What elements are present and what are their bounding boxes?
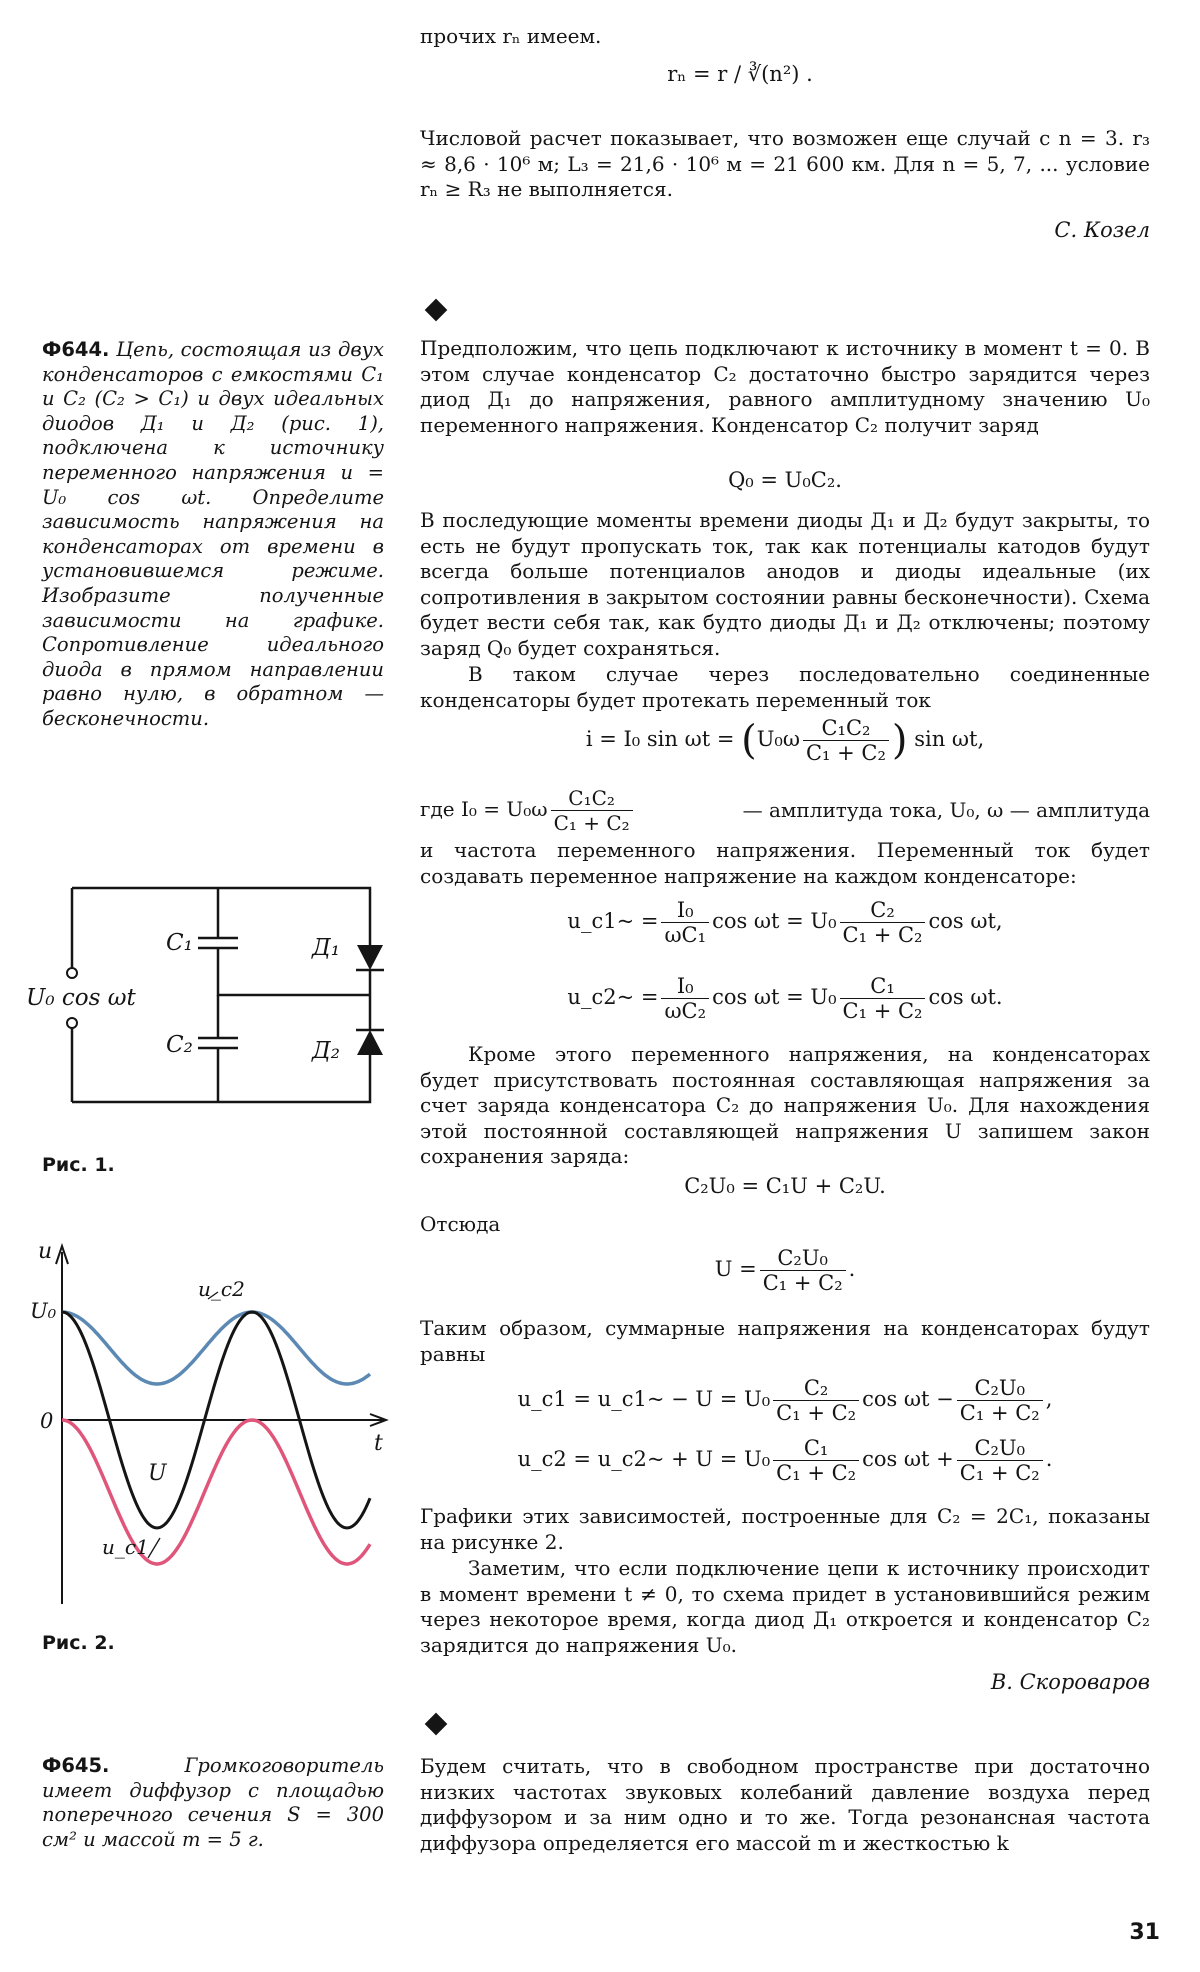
s1-frac1 [773,1376,859,1425]
s2-mid: cos ωt + [862,1447,954,1471]
voltage-graph [20,1238,390,1610]
label-uc1: u_c1 [102,1535,149,1559]
s1-n2: C₂U₀ [957,1376,1043,1401]
uc2ac-mid: cos ωt = U₀ [712,985,837,1009]
sol-p8: Графики этих зависимостей, построенные для C₂ = 2C₁, показаны на рисунке 2. [420,1504,1150,1554]
section-diamond-2 [425,1713,448,1736]
formula-q0: Q₀ = U₀C₂. [728,468,842,492]
label-c2: C₂ [166,1032,193,1058]
sol-p1: Предположим, что цепь подключают к источнику в момент t = 0. В этом случае конденсатор C₂ достаточно быстро зарядится через диод Д₁ до напряжения, равного амплитудному значению U₀ переменного напряжения. Конденсатор C₂ получит заряд [420,336,1150,437]
sol-p7: Таким образом, суммарные напряжения на конденсаторах будут равны [420,1316,1150,1366]
fU-end: . [848,1257,856,1281]
s1-left: u_c1 = u_c1~ − U = U₀ [517,1387,771,1411]
formula-charge: C₂U₀ = C₁U + C₂U. [684,1174,886,1198]
label-d2: Д₂ [312,1038,340,1064]
section-diamond [425,299,448,322]
s2-n2: C₂U₀ [957,1436,1043,1461]
p4-frac [551,786,633,835]
sol-p5: Кроме этого переменного напряжения, на конденсаторах будет присутствовать постоянная составляющая напряжения за счет заряда конденсатора C₂ до напряжения U₀. Для нахождения этой постоянной составляющей напряжения U запишем закон сохранения заряда: [420,1042,1150,1168]
fi-right: sin ωt, [914,727,985,751]
s1-d: C₁ + C₂ [776,1401,857,1425]
s2-d: C₁ + C₂ [776,1461,857,1485]
problem-644 [42,338,384,732]
uc2ac-end: cos ωt. [928,985,1003,1009]
axis-t-label: t [374,1431,383,1456]
label-uc2: u_c2 [198,1277,245,1301]
signature-kozel: С. Козел [1054,218,1150,242]
terminal-bottom [67,1018,77,1028]
uc2ac-frac2 [840,974,926,1023]
sol-p4-line [420,786,1150,835]
source-label: U₀ cos ωt [26,985,136,1011]
formula-uc2-ac [420,974,1150,1023]
s2-end: . [1045,1447,1053,1471]
s1-mid: cos ωt − [862,1387,954,1411]
p4-end: — амплитуда тока, U₀, ω — амплитуда [742,797,1150,822]
p4-den: C₁ + C₂ [553,811,630,835]
sol-p2: В последующие моменты времени диоды Д₁ и Д₂ будут закрыты, то есть не будут пропускать ток, так как потенциалы катодов будут всегда больше потенциалов анодов и диоды идеальные (их сопротивления в закрытом состоянии равны бесконечности). Схема будет вести себя так, как будто диоды Д₁ и Д₂ отключены; поэтому заряд Q₀ будет сохраняться. [420,508,1150,660]
s2-n: C₁ [773,1436,859,1461]
uc2ac-d2: C₁ + C₂ [842,999,923,1023]
top-paragraph: Числовой расчет показывает, что возможен еще случай с n = 3. r₃ ≈ 8,6 · 10⁶ м; L₃ = 21,6 · 10⁶ м = 21 600 км. Для n = 5, 7, ... условие rₙ ≥ R₃ не выполняется. [420,126,1150,201]
fig1-caption: Рис. 1. [42,1154,115,1176]
label-c1: C₁ [166,930,193,956]
formula-uc1-ac [420,898,1150,947]
uc1ac-n2: C₂ [840,898,926,923]
label-U: U [148,1461,167,1486]
uc1ac-end: cos ωt, [928,909,1003,933]
fU-left: U = [714,1257,757,1281]
page-number: 31 [1129,1920,1160,1945]
diode-d2-triangle [357,1030,383,1055]
problem-644-label: Ф644. [42,338,110,361]
fU-den: C₁ + C₂ [762,1271,843,1295]
s1-frac2 [957,1376,1043,1425]
formula-sum-uc2 [420,1436,1150,1485]
s2-left: u_c2 = u_c2~ + U = U₀ [517,1447,771,1471]
uc2ac-frac1 [661,974,709,1023]
formula-rn [620,62,860,86]
sol645-p1: Будем считать, что в свободном пространстве при достаточно низких частотах звуковых колебаний давление воздуха перед диффузором и за ним одно и то же. Тогда резонансная частота диффузора определяется его массой m и жесткостью k [420,1754,1150,1855]
fi-frac [803,716,889,765]
uc1ac-left: u_c1~ = [567,909,659,933]
formula-current [420,716,1150,765]
p4-num: C₁C₂ [551,786,633,811]
sol-p6: Отсюда [420,1212,501,1236]
fi-left: i = I₀ sin ωt = [585,727,735,751]
sol-p3: В таком случае через последовательно соединенные конденсаторы будет протекать переменный ток [420,662,1150,712]
capacitor-c2-plates [198,1038,238,1048]
fi-paren-close: ) [891,717,908,764]
curve-uc2 [62,1312,370,1384]
s1-n: C₂ [773,1376,859,1401]
uc2ac-n1: I₀ [661,974,709,999]
problem-644-text: Цепь, состоящая из двух конденсаторов с емкостями C₁ и C₂ (C₂ > C₁) и двух идеальных диодов Д₁ и Д₂ (рис. 1), подключена к источнику переменного напряжения u = U₀ cos ωt. Определите зависимость напряжения на конденсаторах от времени в установившемся режиме. Изобразите полученные зависимости на графике. Сопротивление идеального диода в прямом направлении равно нулю, в обратном — бесконечности. [42,338,384,730]
uc1ac-frac2 [840,898,926,947]
s1-end: , [1045,1387,1053,1411]
axis-u-label: u [38,1239,53,1264]
fi-paren-open: ( [741,717,757,764]
s2-frac2 [957,1436,1043,1485]
p4-start: где I₀ = U₀ω [420,797,548,821]
s1-d2: C₁ + C₂ [959,1401,1040,1425]
uc2ac-left: u_c2~ = [567,985,659,1009]
uc2ac-d1: ωC₂ [664,999,707,1023]
formula-rn-text: rₙ = r / ∛(n²) . [667,62,813,86]
uc1ac-d2: C₁ + C₂ [842,923,923,947]
formula-U [420,1246,1150,1295]
problem-645-text: Громкоговоритель имеет диффузор с площадью поперечного сечения S = 300 см² и массой m = 5 г. [42,1754,384,1851]
top-line: прочих rₙ имеем. [420,24,602,48]
uc2ac-n2: C₁ [840,974,926,999]
fi-num: C₁C₂ [803,716,889,741]
label-d1: Д₁ [312,935,340,961]
sol-p4-cont: и частота переменного напряжения. Переменный ток будет создавать переменное напряжение на каждом конденсаторе: [420,838,1150,888]
sol-p9: Заметим, что если подключение цепи к источнику происходит в момент времени t ≠ 0, то схема придет в установившийся режим через некоторое время, когда диод Д₁ откроется и конденсатор C₂ зарядится до напряжения U₀. [420,1556,1150,1657]
uc1ac-frac1 [661,898,709,947]
fig2-caption: Рис. 2. [42,1632,115,1654]
s2-frac1 [773,1436,859,1485]
uc1ac-mid: cos ωt = U₀ [712,909,837,933]
circuit-diagram [20,880,390,1110]
wire-c1 [218,888,370,995]
capacitor-c1-plates [198,938,238,948]
uc1-pointer [148,1538,160,1558]
label-zero: 0 [40,1409,54,1433]
label-u0: U₀ [30,1299,57,1323]
terminal-top [67,968,77,978]
uc1ac-d1: ωC₁ [664,923,707,947]
fi-den: C₁ + C₂ [805,741,886,765]
s2-d2: C₁ + C₂ [959,1461,1040,1485]
problem-645-label: Ф645. [42,1754,110,1777]
problem-645 [42,1754,384,1852]
diode-d1-triangle [357,945,383,970]
fU-frac [760,1246,846,1295]
uc1ac-n1: I₀ [661,898,709,923]
formula-sum-uc1 [420,1376,1150,1425]
fi-u0w: U₀ω [756,727,800,751]
signature-skorovarov: В. Скороваров [990,1670,1150,1694]
fU-num: C₂U₀ [760,1246,846,1271]
